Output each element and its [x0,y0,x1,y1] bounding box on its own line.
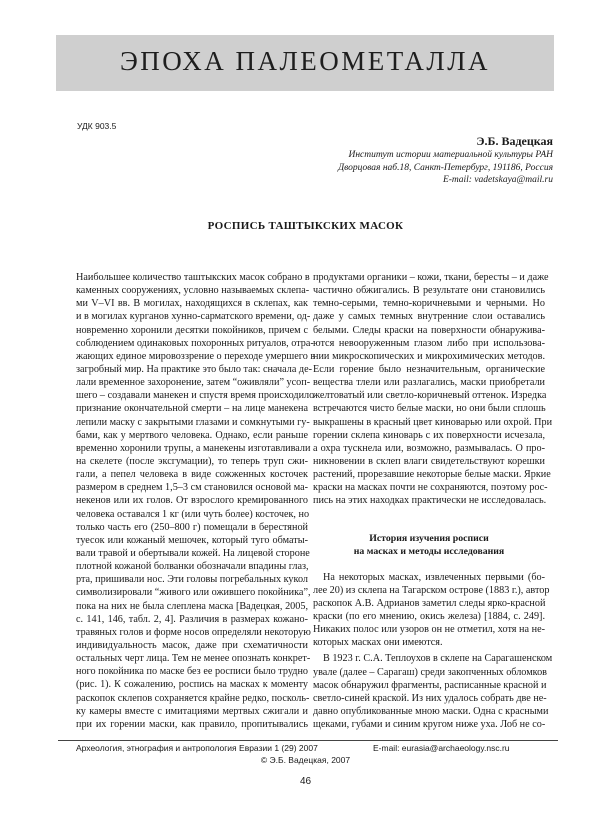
text-line: раскопок склепов сохраняется крайне редко, посколь- [76,692,310,704]
text-line: продуктами органики – кожи, ткани, бересты – и даже [313,272,549,283]
text-line: пока на них не была слеплена маска [Вадецкая, 2005, [76,600,308,612]
right-column [313,271,553,731]
left-column [76,271,316,731]
text-line: индивидуальность масок, даже при схематичности [76,639,308,651]
author-email[interactable]: E-mail: vadetskaya@mail.ru [442,175,553,185]
text-line: выкрашены в красный цвет киноварью или охрой. При [313,416,553,428]
text-line: темно-серыми, темно-коричневыми и черными. Но [313,298,545,310]
text-line: с. 141, 146, табл. 2, 4]. Различия в размерах кожано- [76,613,308,625]
text-line: нии микроскопических и микрохимических методов. [313,350,545,362]
text-line: Наибольшее количество таштыкских масок собрано в [76,272,310,283]
text-line: пись на этих находках практически не исследовалась. [313,495,547,507]
text-line: жающих единое мировоззрение о переходе умершего в [76,350,316,362]
author-address: Дворцовая наб.18, Санкт-Петербург, 191186, Россия [338,162,553,173]
text-line: временно хоронили трупы, а манекены изготавливали [76,442,311,454]
text-line: и в могилах курганов хунно-сарматского времени, од- [76,311,311,323]
text-line: светло-синей краской. Из них удалось собрать две не- [313,692,547,704]
text-line: ного покойника по маске без ее росписи было трудно [76,666,308,678]
text-line: только часть его (250–800 г) помещали в берестяной [76,521,308,533]
author-name: Э.Б. Вадецкая [476,134,553,148]
text-line: а охра тускнела или, возможно, размывалась. О про- [313,442,545,454]
text-line: растений, прорезавшие некоторые белые маски. Яркие [313,469,551,481]
text-line: желтоватый или светло-коричневый оттенок. Изредка [313,390,547,402]
text-line: на скелете (после эксгумации), то теперь труп сжи- [76,455,308,467]
author-block [338,134,553,187]
text-line: ми V–VI вв. В могилах, находящихся в склепах, как [76,298,308,310]
page-number: 46 [299,776,312,787]
text-line: масок обнаружил фрагменты, расписанные красной и [313,679,547,691]
text-line: белыми. Следы краски на поверхности обнаружива- [313,324,545,336]
text-line: каменных сооружениях, условно называемых склепа- [76,285,310,297]
text-line: признание окончательной смерти – на лице манекена [76,403,308,415]
text-line: Если горение было незначительным, органические [313,363,545,375]
subheading-line-1: История изучения росписи [369,532,489,544]
text-line: шего – создавали манекен и спустя время происходило [76,390,315,402]
text-line: лепили маску с закрытыми глазами и сомкнутыми гу- [76,416,310,428]
text-line: встречаются чисто белые маски, но они были сплошь [313,403,546,415]
text-line: Никаких полос или узоров он не отметил, хотя на не- [313,624,545,636]
text-line: лее 20) из склепа на Тагарском острове (1883 г.), автор [313,584,550,596]
text-line: вали травой и обертывали кожей. На лицевой стороне [76,547,310,559]
text-line: которых масках они имеются. [313,637,443,649]
text-line: частично обжигались. В результате они становились [313,285,545,297]
text-line: новременно хоронили десятки покойников, причем с [76,324,308,336]
text-line: плотной кожаной болванки обозначали впадины глаз, [76,561,309,573]
text-line: остальных черт лица. Тем не менее опознать конкрет- [76,653,311,665]
section-banner [56,35,554,91]
text-line: при их горении маски, как правило, пропитывались [76,718,308,730]
text-line: некенов или их голов. От взрослого кремированного [76,495,308,507]
text-line: символизировали “живого или ожившего покойника”, [76,587,311,599]
text-line: гали, а пепел человека в виде сожженных косточек [76,469,308,481]
footer-journal: Археология, этнография и антропология Евразии 1 (29) 2007 [76,743,318,753]
text-line: туесок или кожаный мешочек, который туго обматы- [76,534,308,546]
text-line: человека оставался 1 кг (или чуть более) косточек, но [76,508,310,520]
text-line: бами, как у мертвого человека. Однако, если раньше [76,429,308,441]
text-line: травяных голов и форме носов определяли некоторую [76,626,311,638]
text-line: (рис. 1). К сожалению, роспись на масках к моменту [76,679,308,691]
text-line: В 1923 г. С.А. Теплоухов в склепе на Сарагашенском [323,653,553,665]
udk-code: УДК 903.5 [77,121,117,131]
text-line: размером в среднем 1,5–3 см становился основой ма- [76,482,308,494]
text-line: лали временное захоронение, затем “оживляли” усоп- [76,377,311,389]
text-line: краски (по его мнению, окись железа) [1884, с. 249]. [313,610,545,622]
text-line: никновении в склеп влаги свидетельствуют корешки [313,455,545,467]
text-line: даже у самых темных внутренние слои оставались [313,311,545,323]
text-line: рта, пришивали нос. Эти головы погребальных кукол [76,574,308,586]
text-line: загробный мир. На практике это было так: сначала де- [76,363,313,375]
footer-copyright: © Э.Б. Вадецкая, 2007 [260,755,351,765]
text-line: На некоторых масках, извлеченных первыми (бо- [323,571,545,583]
text-line: соблюдением одинаковых похоронных ритуалов, отра- [76,337,314,349]
text-line: ются невооруженным глазом либо при использова- [313,337,545,349]
footer-email[interactable]: E-mail: eurasia@archaeology.nsc.ru [373,743,510,753]
text-line: горении склепа киноварь с их поверхности исчезала, [313,429,545,441]
text-line: щеками, губами и синим кругом ниже уха. Лоб не со- [313,719,546,731]
text-line: краски на масках почти не сохраняются, поэтому рос- [313,482,548,494]
article-title: РОСПИСЬ ТАШТЫКСКИХ МАСОК [207,220,404,232]
text-line: увале (далее – Сарагаш) среди закопченных обломков [313,666,547,678]
author-institution: Институт истории материальной культуры РАН [348,150,553,160]
subheading-line-2: на масках и методы исследования [353,545,505,557]
text-line: ку камеры вместе с имитациями мертвых сжигали и [76,705,308,717]
text-line: вещества тлели или разлагались, маски приобретали [313,377,545,389]
text-line: раскопок А.В. Адрианов заметил следы ярко-красной [313,597,546,609]
section-title: ЭПОХА ПАЛЕОМЕТАЛЛА [119,46,491,76]
text-line: давно опубликованные мною маски. Одна с красными [313,705,549,717]
footer-divider [58,740,558,741]
